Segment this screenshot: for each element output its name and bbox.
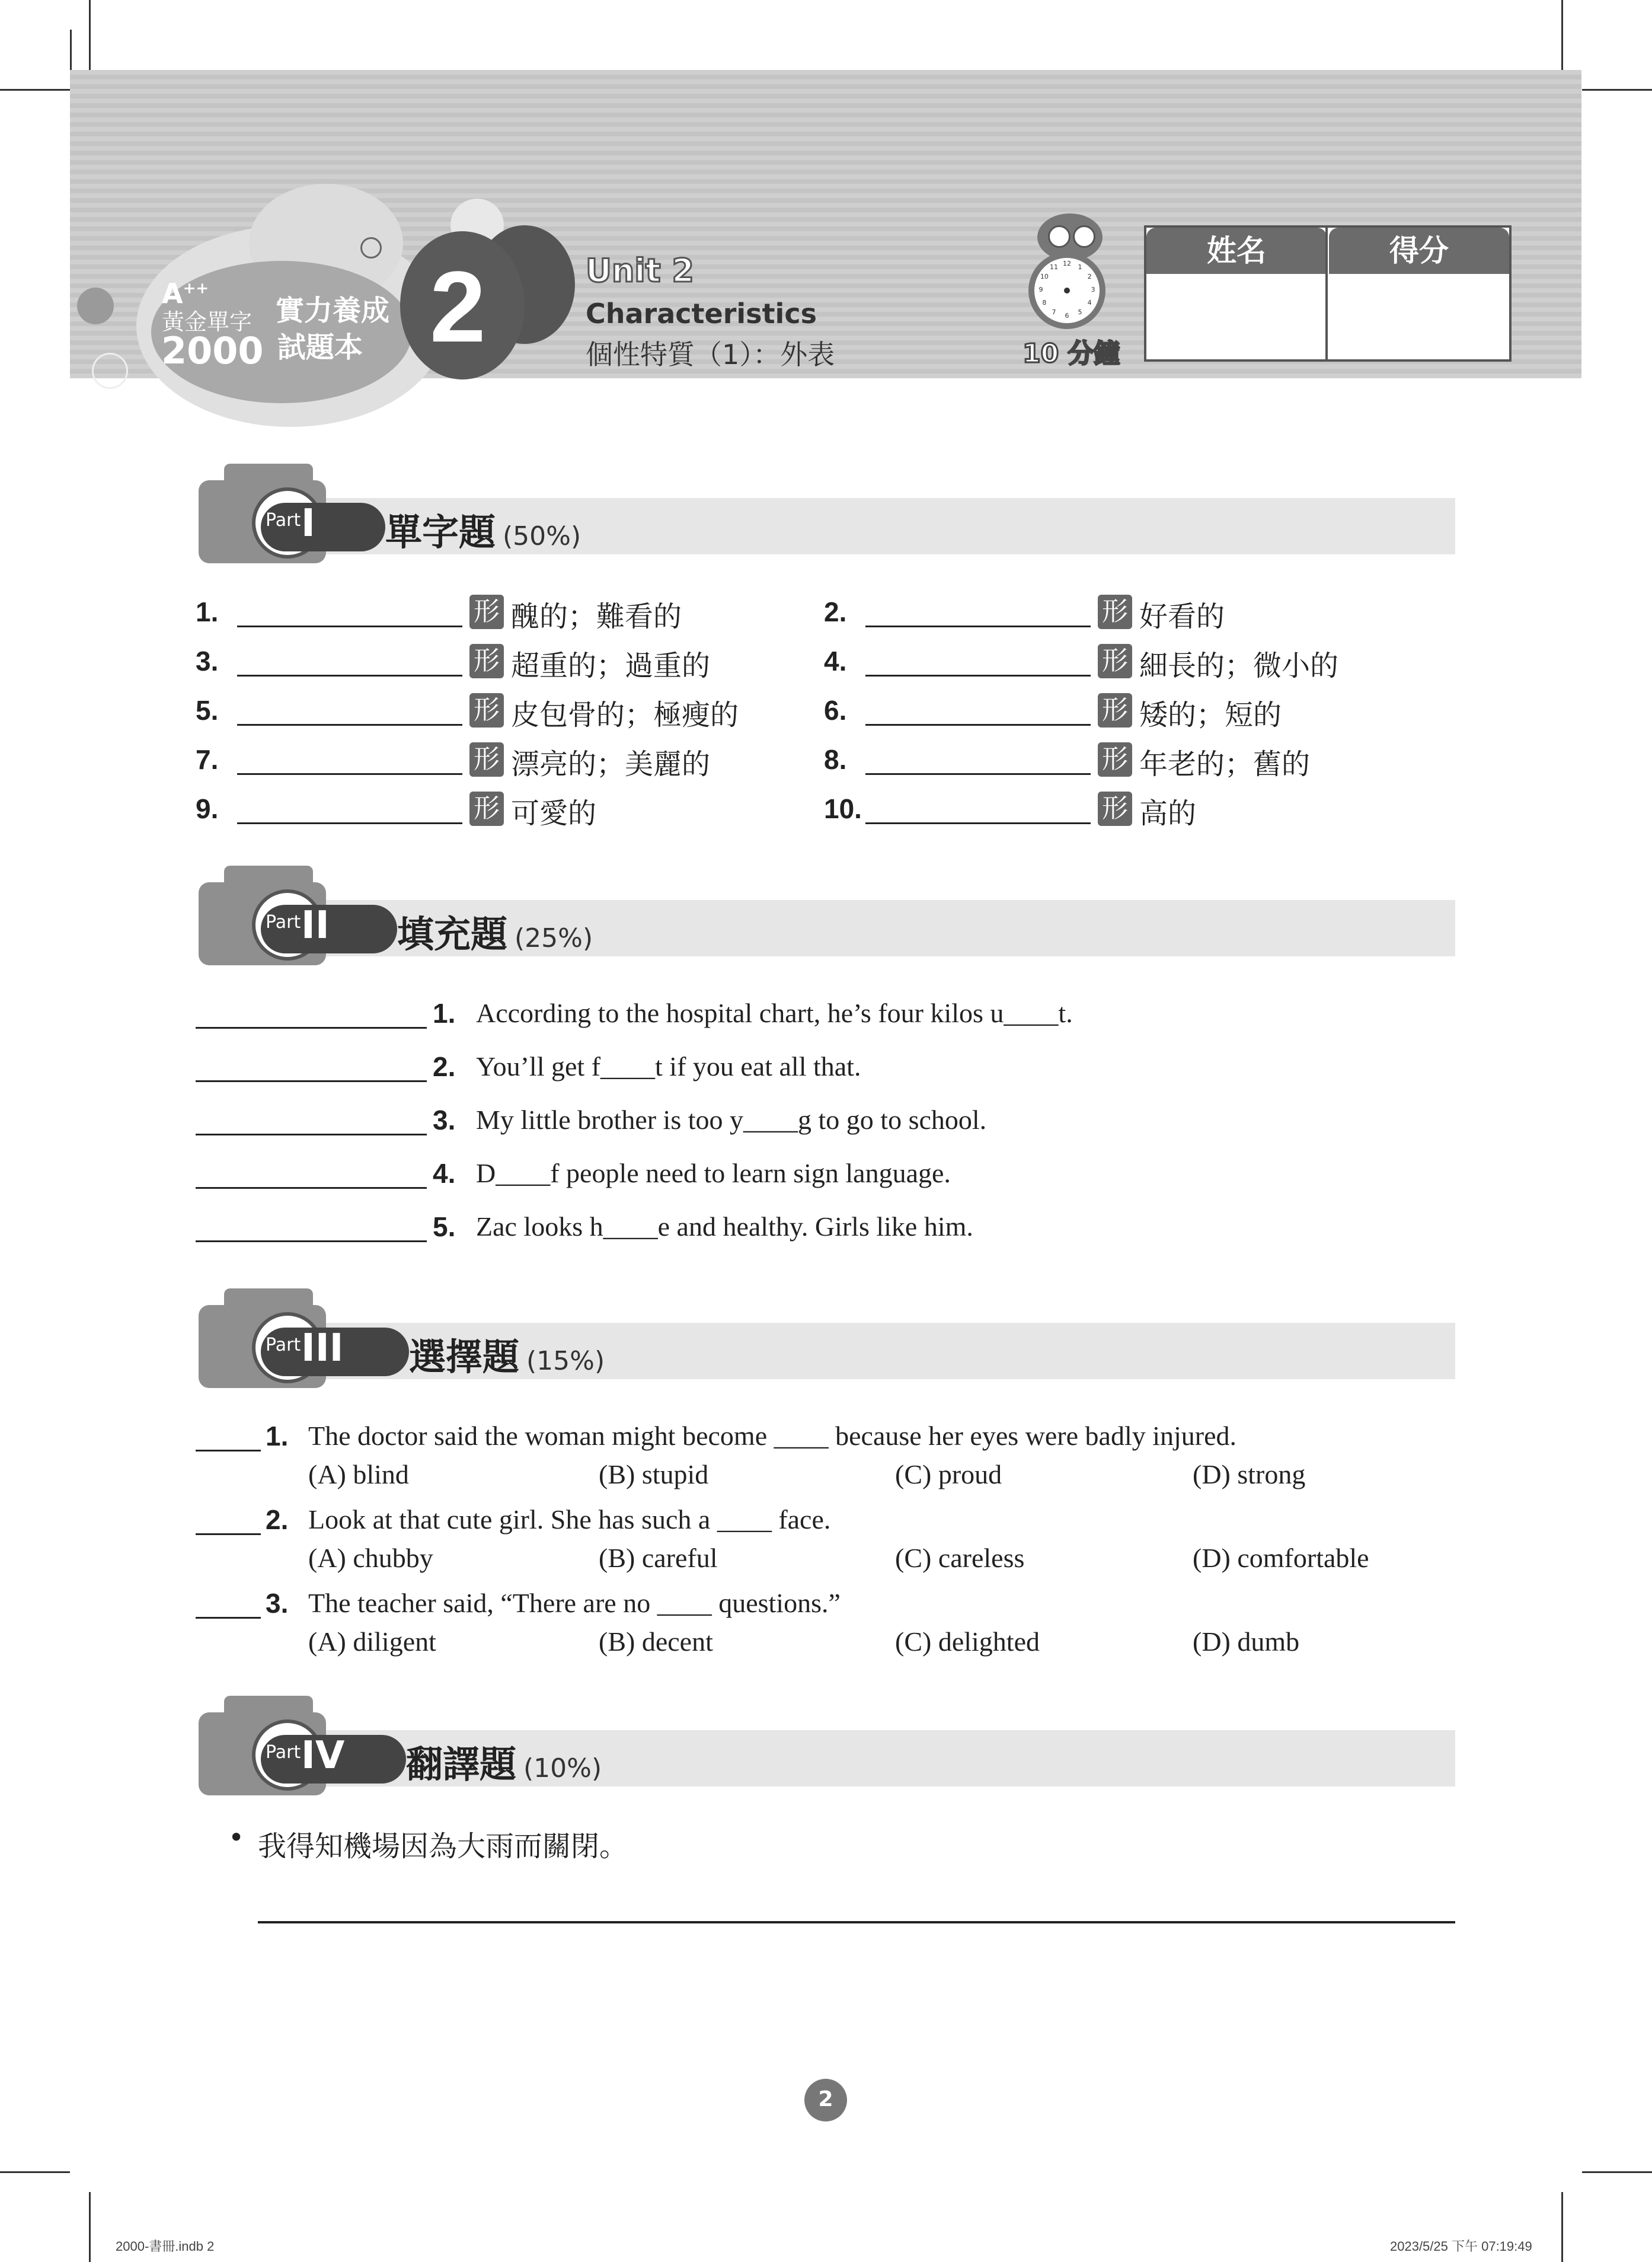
crop-mark <box>1561 2192 1563 2262</box>
decor-bubble <box>360 237 382 259</box>
crop-mark <box>89 0 91 70</box>
clock-center <box>1064 288 1070 293</box>
fill-sentence: Zac looks h____e and healthy. Girls like him. <box>476 1211 973 1242</box>
vocab-number: 8. <box>824 744 847 775</box>
choice-option[interactable]: (A) diligent <box>308 1626 436 1657</box>
fill-number: 1. <box>433 998 456 1029</box>
unit-title-zh: 個性特質（1）：外表 <box>586 339 835 371</box>
adjective-tag: 形 <box>469 742 504 777</box>
vocab-number: 3. <box>196 646 219 677</box>
fill-sentence: You’ll get f____t if you eat all that. <box>476 1051 861 1081</box>
clock-number: 12 <box>1063 260 1071 267</box>
vocab-answer-blank[interactable] <box>865 773 1091 775</box>
vocab-meaning: 高的 <box>1139 797 1197 830</box>
unit-title-en: Characteristics <box>586 298 817 330</box>
choice-number: 1. <box>266 1421 289 1451</box>
adjective-tag: 形 <box>469 595 504 629</box>
fill-number: 2. <box>433 1051 456 1082</box>
fill-sentence: According to the hospital chart, he’s four kilos u____t. <box>476 998 1073 1028</box>
vocab-number: 1. <box>196 596 219 627</box>
translation-prompt: 我得知機場因為大雨而關閉。 <box>258 1830 628 1863</box>
vocab-answer-blank[interactable] <box>237 626 462 627</box>
fill-answer-blank[interactable] <box>196 1080 427 1082</box>
section-title <box>406 1735 602 1788</box>
footer-right: 2023/5/25 下午 07:19:49 <box>1390 2239 1532 2254</box>
choice-option[interactable]: (C) proud <box>895 1459 1002 1489</box>
vocab-meaning: 皮包骨的；極瘦的 <box>511 698 739 732</box>
adjective-tag: 形 <box>1098 742 1132 777</box>
score-field[interactable] <box>1329 275 1509 359</box>
vocab-answer-blank[interactable] <box>865 822 1091 824</box>
unit-label: Unit 2 <box>586 252 694 289</box>
choice-option[interactable]: (D) comfortable <box>1193 1543 1369 1573</box>
choice-option[interactable]: (C) careless <box>895 1543 1025 1573</box>
decor-bubble <box>77 288 114 324</box>
decor-bubble <box>92 353 128 389</box>
vocab-number: 5. <box>196 695 219 726</box>
clock-number: 7 <box>1052 308 1056 317</box>
choice-answer-blank[interactable] <box>196 1617 261 1619</box>
brand-a: A++ <box>162 277 209 310</box>
crop-mark <box>1582 89 1652 91</box>
crop-mark <box>1561 0 1563 70</box>
choice-number: 2. <box>266 1504 289 1535</box>
adjective-tag: 形 <box>469 792 504 826</box>
vocab-answer-blank[interactable] <box>865 724 1091 726</box>
adjective-tag: 形 <box>469 693 504 728</box>
part-roman-numeral: III <box>301 1326 344 1370</box>
choice-option[interactable]: (C) delighted <box>895 1626 1040 1657</box>
clock-number: 4 <box>1087 299 1092 307</box>
brand-line2: 2000 <box>161 329 264 372</box>
adjective-tag: 形 <box>1098 693 1132 728</box>
vocab-answer-blank[interactable] <box>237 724 462 726</box>
translation-answer-line[interactable] <box>258 1921 1455 1923</box>
footer-left: 2000-書冊.indb 2 <box>116 2239 215 2254</box>
series-line2: 試題本 <box>277 331 363 364</box>
vocab-number: 9. <box>196 793 219 824</box>
vocab-answer-blank[interactable] <box>237 675 462 677</box>
section-title <box>397 905 593 958</box>
name-label: 姓名 <box>1146 228 1327 274</box>
clock-number: 1 <box>1078 263 1082 271</box>
section-percent: (25%) <box>515 923 593 953</box>
adjective-tag: 形 <box>1098 644 1132 678</box>
vocab-meaning: 好看的 <box>1139 600 1225 633</box>
vocab-answer-blank[interactable] <box>237 773 462 775</box>
part-roman-numeral: I <box>301 502 315 545</box>
crop-mark <box>1582 2171 1652 2173</box>
part-roman-numeral: IV <box>301 1734 345 1778</box>
name-score-divider <box>1325 228 1328 359</box>
vocab-meaning: 醜的；難看的 <box>511 600 682 633</box>
vocab-number: 6. <box>824 695 847 726</box>
vocab-meaning: 細長的；微小的 <box>1139 649 1339 682</box>
page-number: 2 <box>818 2087 833 2111</box>
vocab-number: 10. <box>824 793 862 824</box>
section-title-text: 填充題 <box>397 913 508 956</box>
timer-label: 10 分鐘 <box>1022 339 1120 369</box>
clock-number: 5 <box>1078 308 1082 317</box>
vocab-meaning: 可愛的 <box>511 797 597 830</box>
fill-answer-blank[interactable] <box>196 1187 427 1189</box>
crop-mark <box>70 30 72 70</box>
clock-number: 11 <box>1050 263 1058 271</box>
fill-sentence: D____f people need to learn sign language. <box>476 1158 951 1188</box>
part-word: Part <box>266 510 301 531</box>
vocab-meaning: 矮的；短的 <box>1139 698 1282 732</box>
fill-number: 4. <box>433 1158 456 1189</box>
section-percent: (50%) <box>503 521 581 551</box>
adjective-tag: 形 <box>1098 595 1132 629</box>
part-word: Part <box>266 1335 301 1355</box>
section-percent: (15%) <box>526 1346 605 1376</box>
clock-number: 9 <box>1039 286 1043 293</box>
vocab-number: 7. <box>196 744 219 775</box>
fill-sentence: My little brother is too y____g to go to school. <box>476 1105 987 1135</box>
choice-option[interactable]: (B) decent <box>599 1626 713 1657</box>
choice-question: The doctor said the woman might become ____ because her eyes were badly injured. <box>308 1421 1237 1451</box>
brand-line1: 黃金單字 <box>162 309 253 335</box>
vocab-answer-blank[interactable] <box>237 822 462 824</box>
choice-question: The teacher said, “There are no ____ questions.” <box>308 1588 841 1618</box>
choice-question: Look at that cute girl. She has such a ____ face. <box>308 1504 831 1534</box>
fill-answer-blank[interactable] <box>196 1134 427 1135</box>
choice-number: 3. <box>266 1588 289 1619</box>
choice-option[interactable]: (D) dumb <box>1193 1626 1300 1657</box>
crop-mark <box>0 89 70 91</box>
choice-option[interactable]: (A) blind <box>308 1459 409 1489</box>
series-line1: 實力養成 <box>276 294 390 327</box>
owl-clock-icon <box>1025 213 1114 332</box>
vocab-answer-blank[interactable] <box>865 626 1091 627</box>
part-word: Part <box>266 912 301 933</box>
vocab-meaning: 超重的；過重的 <box>511 649 711 682</box>
vocab-meaning: 漂亮的；美麗的 <box>511 748 711 781</box>
choice-answer-blank[interactable] <box>196 1533 261 1535</box>
adjective-tag: 形 <box>469 644 504 678</box>
choice-option[interactable]: (D) strong <box>1193 1459 1306 1489</box>
section-title <box>385 503 581 556</box>
crop-mark <box>89 2192 91 2262</box>
vocab-number: 2. <box>824 596 847 627</box>
owl-eye <box>1073 225 1095 248</box>
fill-number: 3. <box>433 1105 456 1135</box>
translation-bullet: • <box>228 1821 245 1853</box>
adjective-tag: 形 <box>1098 792 1132 826</box>
fill-number: 5. <box>433 1211 456 1242</box>
name-field[interactable] <box>1146 275 1324 359</box>
section-percent: (10%) <box>523 1753 602 1784</box>
choice-option[interactable]: (B) stupid <box>599 1459 709 1489</box>
section-title-text: 翻譯題 <box>406 1743 517 1786</box>
vocab-meaning: 年老的；舊的 <box>1139 748 1311 781</box>
section-title-text: 單字題 <box>385 511 496 554</box>
clock-number: 8 <box>1042 299 1047 307</box>
crop-mark <box>0 2171 70 2173</box>
unit-number: 2 <box>430 251 486 363</box>
brand-sup: ++ <box>183 279 209 298</box>
part-word: Part <box>266 1742 301 1763</box>
owl-eye <box>1048 225 1071 248</box>
choice-option[interactable]: (B) careful <box>599 1543 718 1573</box>
section-title <box>409 1328 605 1380</box>
clock-number: 3 <box>1091 286 1095 293</box>
vocab-number: 4. <box>824 646 847 677</box>
part-roman-numeral: II <box>301 904 330 947</box>
clock-number: 10 <box>1040 273 1049 280</box>
score-label: 得分 <box>1329 228 1509 274</box>
vocab-answer-blank[interactable] <box>865 675 1091 677</box>
clock-number: 6 <box>1065 312 1069 320</box>
section-title-text: 選擇題 <box>409 1335 520 1379</box>
fill-answer-blank[interactable] <box>196 1027 427 1029</box>
fill-answer-blank[interactable] <box>196 1240 427 1242</box>
name-score-box <box>1144 225 1512 362</box>
clock-number: 2 <box>1087 273 1092 280</box>
choice-answer-blank[interactable] <box>196 1450 261 1451</box>
choice-option[interactable]: (A) chubby <box>308 1543 433 1573</box>
